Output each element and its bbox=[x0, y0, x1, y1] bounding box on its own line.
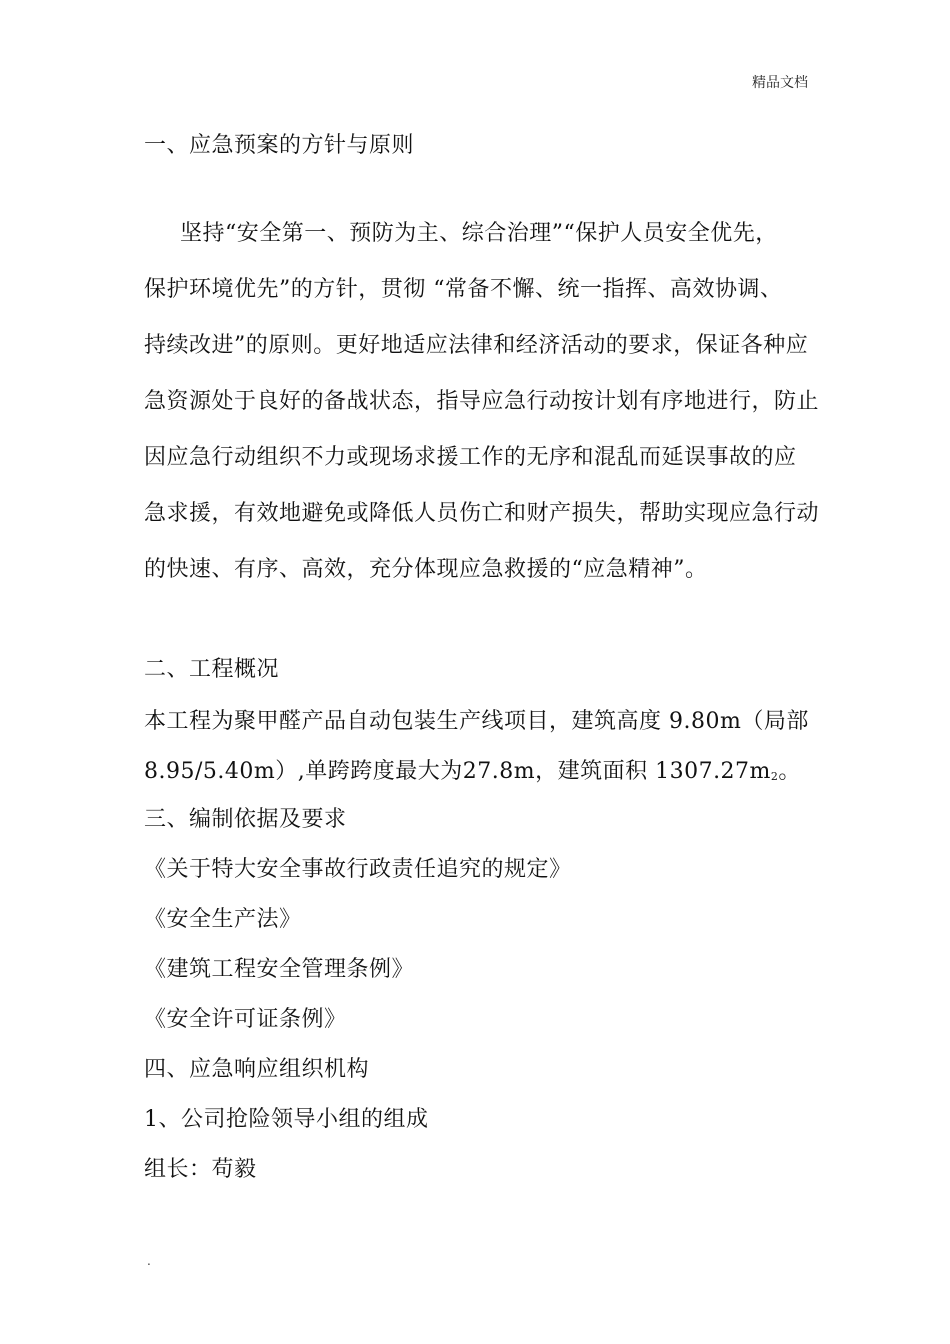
project-overview-line-1: 本工程为聚甲醛产品自动包装生产线项目，建筑高度 9.80m（局部 bbox=[144, 709, 809, 734]
project-overview-text: 8.95/5.40m）,单跨跨度最大为27.8m，建筑面积 1307.27m bbox=[144, 759, 771, 784]
section-4-title: 四、应急响应组织机构 bbox=[144, 1057, 370, 1082]
reference-item: 《安全生产法》 bbox=[144, 907, 302, 932]
reference-item: 《建筑工程安全管理条例》 bbox=[144, 957, 415, 982]
paragraph-line: 持续改进”的原则。更好地适应法律和经济活动的要求，保证各种应 bbox=[144, 333, 809, 358]
section-1-title: 一、应急预案的方针与原则 bbox=[144, 133, 415, 158]
paragraph-line: 保护环境优先”的方针，贯彻 “常备不懈、统一指挥、高效协调、 bbox=[144, 277, 783, 302]
project-overview-line-2 bbox=[144, 754, 801, 785]
footer-dot: . bbox=[147, 1254, 151, 1268]
project-overview-end: 。 bbox=[778, 759, 801, 784]
header-mark: 精品文档 bbox=[752, 75, 808, 91]
paragraph-line: 急求援，有效地避免或降低人员伤亡和财产损失，帮助实现应急行动 bbox=[144, 501, 820, 526]
section-2-title: 二、工程概况 bbox=[144, 657, 280, 682]
section-3-title: 三、编制依据及要求 bbox=[144, 807, 347, 832]
subsection-title: 1、公司抢险领导小组的组成 bbox=[144, 1107, 429, 1132]
team-leader-line: 组长：苟毅 bbox=[144, 1157, 257, 1182]
area-unit-superscript: 2 bbox=[770, 770, 779, 783]
paragraph-line: 坚持“安全第一、预防为主、综合治理”“保护人员安全优先， bbox=[180, 221, 778, 246]
paragraph-line: 的快速、有序、高效，充分体现应急救援的“应急精神”。 bbox=[144, 557, 708, 582]
paragraph-line: 因应急行动组织不力或现场求援工作的无序和混乱而延误事故的应 bbox=[144, 445, 797, 470]
reference-item: 《安全许可证条例》 bbox=[144, 1007, 347, 1032]
reference-item: 《关于特大安全事故行政责任追究的规定》 bbox=[144, 857, 572, 882]
paragraph-line: 急资源处于良好的备战状态，指导应急行动按计划有序地进行，防止 bbox=[144, 389, 820, 414]
